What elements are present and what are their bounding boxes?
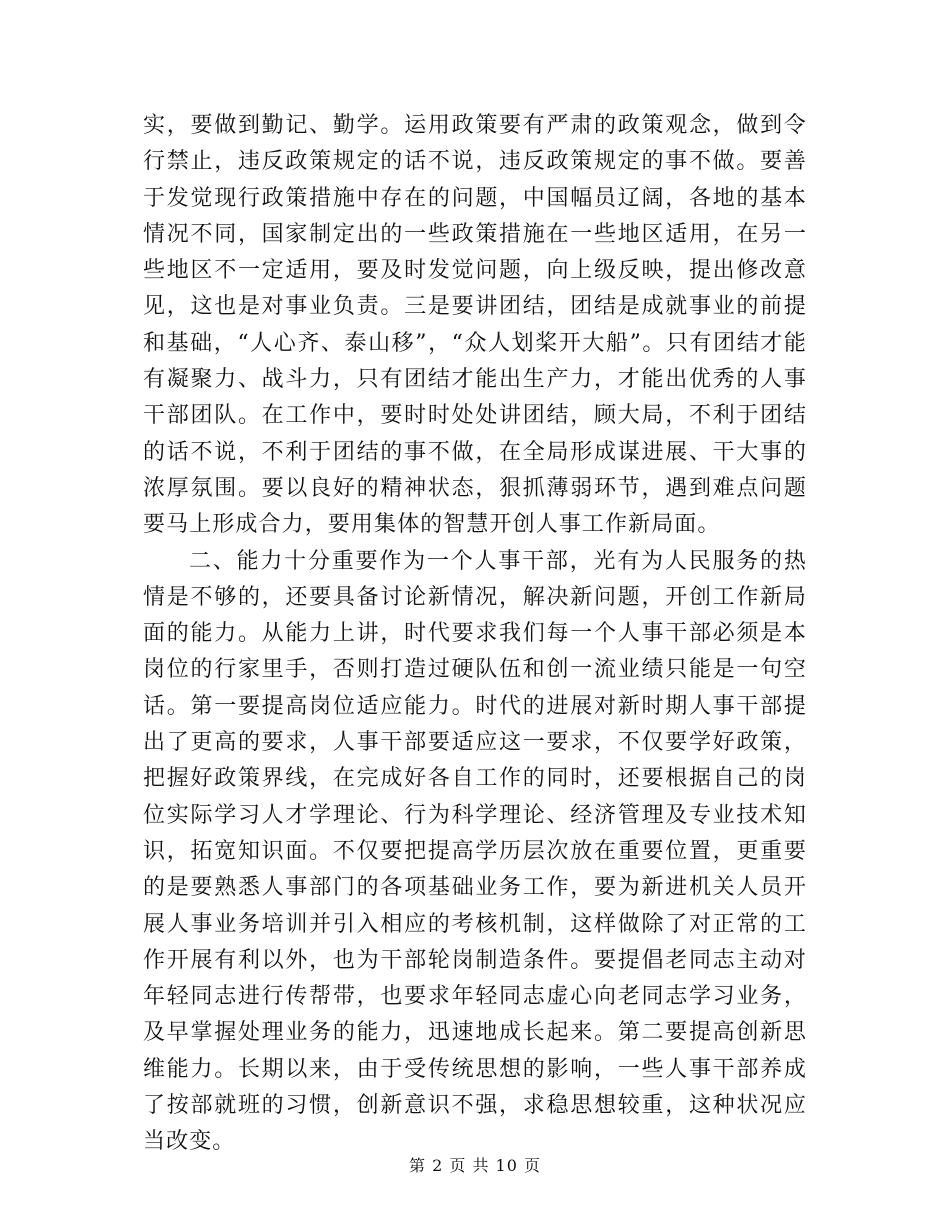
paragraph-1: 实，要做到勤记、勤学。运用政策要有严肃的政策观念，做到令行禁止，违反政策规定的话不说，违反政策规定的事不做。要善于发觉现行政策措施中存在的问题，中国幅员辽阔，各地的基本情况不同，国家制定出的一些政策措施在一些地区适用，在另一些地区不一定适用，要及时发觉问题，向上级反映，提出修改意见，这也是对事业负责。三是要讲团结，团结是成就事业的前提和基础，“人心齐、泰山移”，“众人划桨开大船”。只有团结才能有凝聚力、战斗力，只有团结才能出生产力，才能出优秀的人事干部团队。在工作中，要时时处处讲团结，顾大局，不利于团结的话不说，不利于团结的事不做，在全局形成谋进展、干大事的浓厚氛围。要以良好的精神状态，狠抓薄弱环节，遇到难点问题要马上形成合力，要用集体的智慧开创人事工作新局面。 <box>143 113 807 538</box>
page-number-label: 第 2 页 共 10 页 <box>409 1156 541 1175</box>
paragraph-2: 二、能力十分重要作为一个人事干部，光有为人民服务的热情是不够的，还要具备讨论新情况，解决新问题，开创工作新局面的能力。从能力上讲，时代要求我们每一个人事干部必须是本岗位的行家里手，否则打造过硬队伍和创一流业绩只能是一句空话。第一要提高岗位适应能力。时代的进展对新时期人事干部提出了更高的要求，人事干部要适应这一要求，不仅要学好政策，把握好政策界线，在完成好各自工作的同时，还要根据自己的岗位实际学习人才学理论、行为科学理论、经济管理及专业技术知识，拓宽知识面。不仅要把提高学历层次放在重要位置，更重要的是要熟悉人事部门的各项基础业务工作，要为新进机关人员开展人事业务培训并引入相应的考核机制，这样做除了对正常的工作开展有利以外，也为干部轮岗制造条件。要提倡老同志主动对年轻同志进行传帮带，也要求年轻同志虚心向老同志学习业务，及早掌握处理业务的能力，迅速地成长起来。第二要提高创新思维能力。长期以来，由于受传统思想的影响，一些人事干部养成了按部就班的习惯，创新意识不强，求稳思想较重，这种状况应当改变。 <box>143 548 807 1155</box>
page-footer <box>0 1153 950 1176</box>
document-body <box>143 108 807 1161</box>
